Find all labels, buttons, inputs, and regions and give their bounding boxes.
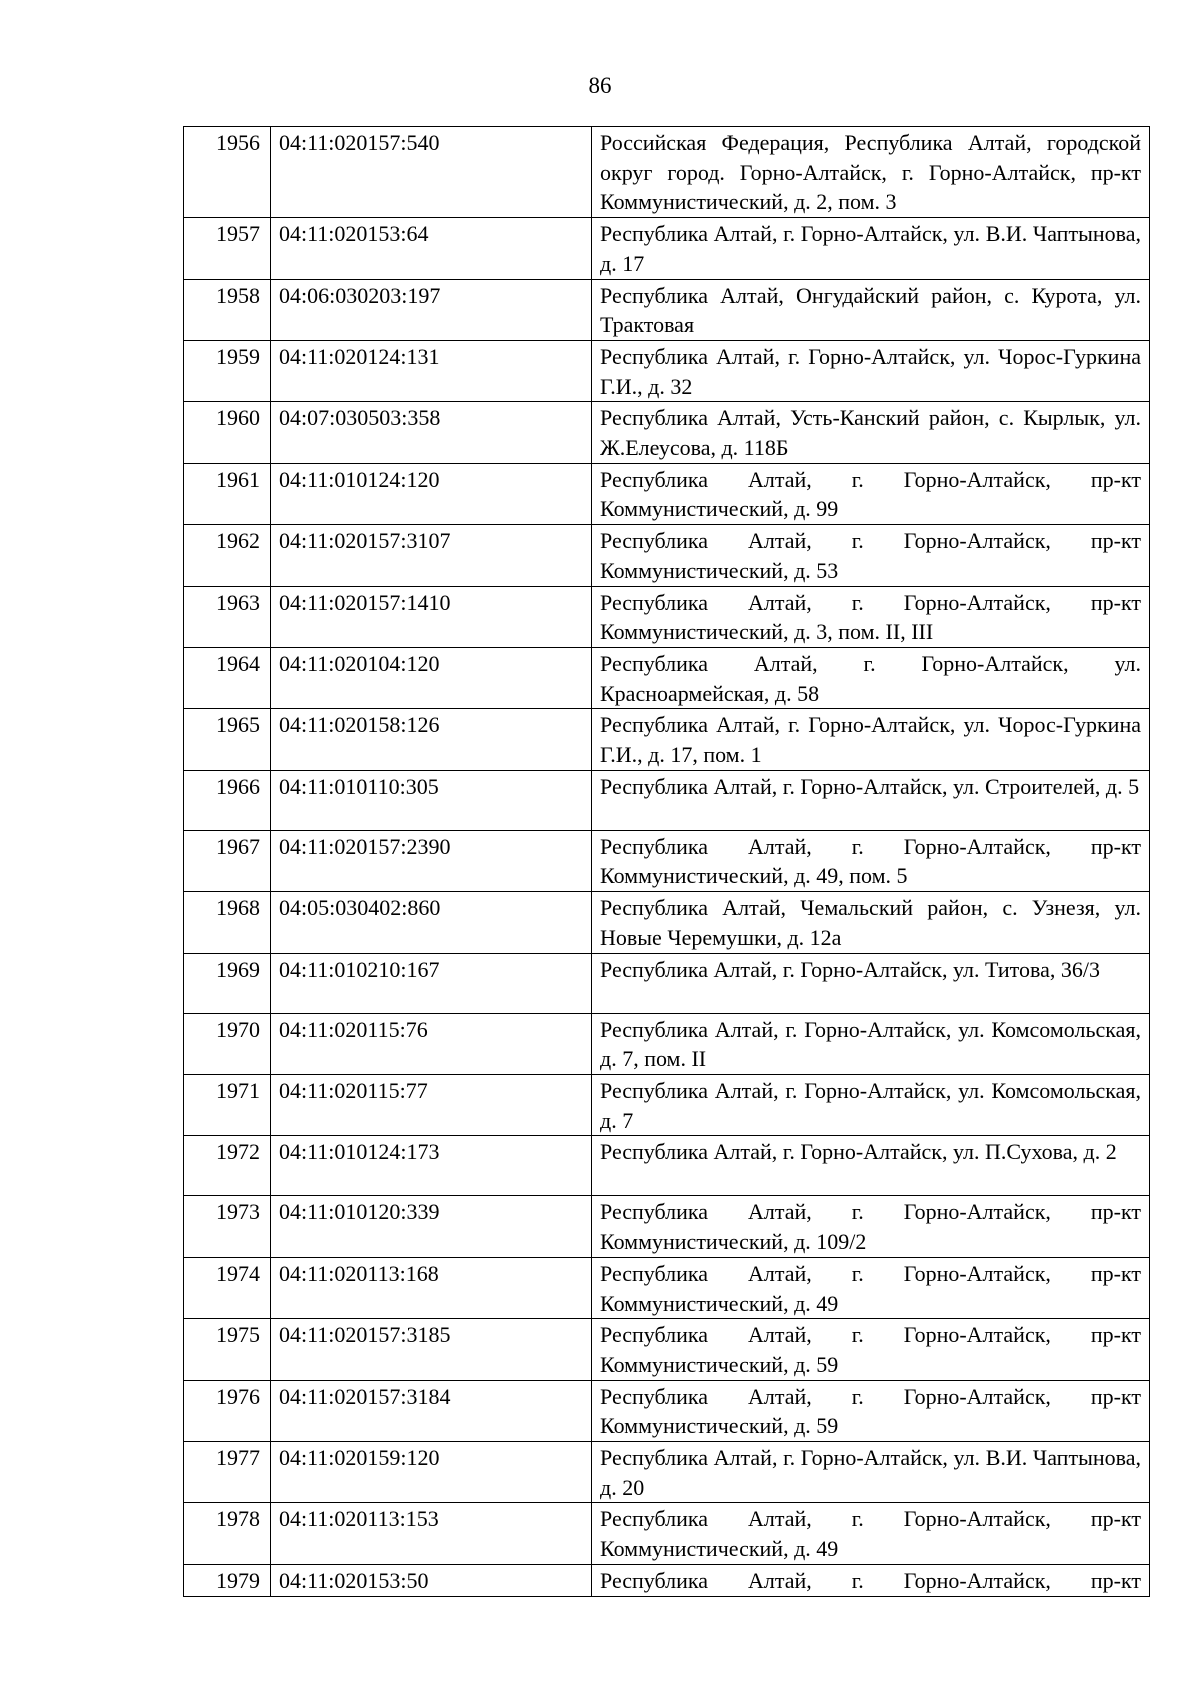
cadastral-number: 04:11:020158:126 bbox=[271, 709, 592, 770]
address: Республика Алтай, г. Горно-Алтайск, ул. Комсомольская, д. 7, пом. II bbox=[592, 1013, 1150, 1074]
table-row bbox=[184, 892, 1150, 953]
row-number: 1963 bbox=[184, 586, 271, 647]
cadastral-number: 04:11:010120:339 bbox=[271, 1196, 592, 1257]
table-row bbox=[184, 1503, 1150, 1564]
address: Республика Алтай, Чемальский район, с. Узнезя, ул. Новые Черемушки, д. 12а bbox=[592, 892, 1150, 953]
cadastral-number: 04:07:030503:358 bbox=[271, 402, 592, 463]
row-number: 1965 bbox=[184, 709, 271, 770]
address: Республика Алтай, г. Горно-Алтайск, пр-кт Коммунистический, д. 59 bbox=[592, 1380, 1150, 1441]
address: Республика Алтай, г. Горно-Алтайск, ул. Чорос-Гуркина Г.И., д. 17, пом. 1 bbox=[592, 709, 1150, 770]
table-row bbox=[184, 1074, 1150, 1135]
table-row bbox=[184, 340, 1150, 401]
cadastral-number: 04:11:010124:173 bbox=[271, 1136, 592, 1196]
row-number: 1959 bbox=[184, 340, 271, 401]
cadastral-number: 04:11:020157:3184 bbox=[271, 1380, 592, 1441]
table-row bbox=[184, 127, 1150, 218]
table-row bbox=[184, 1319, 1150, 1380]
address: Республика Алтай, г. Горно-Алтайск, ул. Титова, 36/3 bbox=[592, 953, 1150, 1013]
row-number: 1971 bbox=[184, 1074, 271, 1135]
cadastral-number: 04:11:020113:168 bbox=[271, 1257, 592, 1318]
table-row bbox=[184, 953, 1150, 1013]
cadastral-number: 04:06:030203:197 bbox=[271, 279, 592, 340]
row-number: 1974 bbox=[184, 1257, 271, 1318]
address: Республика Алтай, г. Горно-Алтайск, ул. Строителей, д. 5 bbox=[592, 770, 1150, 830]
cadastral-number: 04:11:020104:120 bbox=[271, 647, 592, 708]
table-row bbox=[184, 770, 1150, 830]
cadastral-number: 04:11:020124:131 bbox=[271, 340, 592, 401]
page-number: 86 bbox=[588, 73, 612, 98]
row-number: 1961 bbox=[184, 463, 271, 524]
table-row bbox=[184, 1564, 1150, 1596]
table-row bbox=[184, 1013, 1150, 1074]
row-number: 1958 bbox=[184, 279, 271, 340]
cadastral-number: 04:11:020157:2390 bbox=[271, 830, 592, 891]
table-row bbox=[184, 1136, 1150, 1196]
cadastral-number: 04:11:020157:540 bbox=[271, 127, 592, 218]
cadastral-number: 04:11:020157:3107 bbox=[271, 525, 592, 586]
address: Республика Алтай, г. Горно-Алтайск, ул. Комсомольская, д. 7 bbox=[592, 1074, 1150, 1135]
cadastral-number: 04:11:010210:167 bbox=[271, 953, 592, 1013]
table-row bbox=[184, 218, 1150, 279]
address: Республика Алтай, г. Горно-Алтайск, пр-кт bbox=[592, 1564, 1150, 1596]
address: Республика Алтай, г. Горно-Алтайск, ул. Красноармейская, д. 58 bbox=[592, 647, 1150, 708]
address: Российская Федерация, Республика Алтай, городской округ город. Горно-Алтайск, г. Горно-Алтайск, пр-кт Коммунистический, д. 2, пом. 3 bbox=[592, 127, 1150, 218]
table-row bbox=[184, 279, 1150, 340]
address: Республика Алтай, г. Горно-Алтайск, пр-кт Коммунистический, д. 99 bbox=[592, 463, 1150, 524]
row-number: 1973 bbox=[184, 1196, 271, 1257]
address: Республика Алтай, г. Горно-Алтайск, ул. Чорос-Гуркина Г.И., д. 32 bbox=[592, 340, 1150, 401]
address: Республика Алтай, г. Горно-Алтайск, пр-кт Коммунистический, д. 59 bbox=[592, 1319, 1150, 1380]
table-row bbox=[184, 830, 1150, 891]
row-number: 1976 bbox=[184, 1380, 271, 1441]
row-number: 1975 bbox=[184, 1319, 271, 1380]
row-number: 1968 bbox=[184, 892, 271, 953]
table-row bbox=[184, 525, 1150, 586]
address: Республика Алтай, Усть-Канский район, с. Кырлык, ул. Ж.Елеусова, д. 118Б bbox=[592, 402, 1150, 463]
row-number: 1969 bbox=[184, 953, 271, 1013]
table-row bbox=[184, 586, 1150, 647]
table-row bbox=[184, 1380, 1150, 1441]
table-row bbox=[184, 1442, 1150, 1503]
row-number: 1967 bbox=[184, 830, 271, 891]
row-number: 1957 bbox=[184, 218, 271, 279]
cadastral-number: 04:11:020115:76 bbox=[271, 1013, 592, 1074]
cadastral-number: 04:05:030402:860 bbox=[271, 892, 592, 953]
table-row bbox=[184, 709, 1150, 770]
cadastral-number: 04:11:020115:77 bbox=[271, 1074, 592, 1135]
address: Республика Алтай, г. Горно-Алтайск, пр-кт Коммунистический, д. 49 bbox=[592, 1503, 1150, 1564]
property-table bbox=[183, 126, 1150, 1597]
row-number: 1972 bbox=[184, 1136, 271, 1196]
row-number: 1966 bbox=[184, 770, 271, 830]
row-number: 1956 bbox=[184, 127, 271, 218]
row-number: 1962 bbox=[184, 525, 271, 586]
cadastral-number: 04:11:020153:64 bbox=[271, 218, 592, 279]
cadastral-number: 04:11:010124:120 bbox=[271, 463, 592, 524]
address: Республика Алтай, г. Горно-Алтайск, ул. В.И. Чаптынова, д. 17 bbox=[592, 218, 1150, 279]
cadastral-number: 04:11:020153:50 bbox=[271, 1564, 592, 1596]
address: Республика Алтай, г. Горно-Алтайск, пр-кт Коммунистический, д. 49, пом. 5 bbox=[592, 830, 1150, 891]
address: Республика Алтай, г. Горно-Алтайск, ул. П.Сухова, д. 2 bbox=[592, 1136, 1150, 1196]
address: Республика Алтай, г. Горно-Алтайск, пр-кт Коммунистический, д. 49 bbox=[592, 1257, 1150, 1318]
cadastral-number: 04:11:020113:153 bbox=[271, 1503, 592, 1564]
table-row bbox=[184, 463, 1150, 524]
cadastral-number: 04:11:020157:3185 bbox=[271, 1319, 592, 1380]
address: Республика Алтай, Онгудайский район, с. Курота, ул. Трактовая bbox=[592, 279, 1150, 340]
cadastral-number: 04:11:020159:120 bbox=[271, 1442, 592, 1503]
table-row bbox=[184, 1196, 1150, 1257]
row-number: 1977 bbox=[184, 1442, 271, 1503]
table-row bbox=[184, 1257, 1150, 1318]
table-row bbox=[184, 402, 1150, 463]
row-number: 1970 bbox=[184, 1013, 271, 1074]
cadastral-number: 04:11:020157:1410 bbox=[271, 586, 592, 647]
row-number: 1978 bbox=[184, 1503, 271, 1564]
row-number: 1979 bbox=[184, 1564, 271, 1596]
address: Республика Алтай, г. Горно-Алтайск, пр-кт Коммунистический, д. 3, пом. II, III bbox=[592, 586, 1150, 647]
address: Республика Алтай, г. Горно-Алтайск, пр-кт Коммунистический, д. 109/2 bbox=[592, 1196, 1150, 1257]
address: Республика Алтай, г. Горно-Алтайск, ул. В.И. Чаптынова, д. 20 bbox=[592, 1442, 1150, 1503]
cadastral-number: 04:11:010110:305 bbox=[271, 770, 592, 830]
address: Республика Алтай, г. Горно-Алтайск, пр-кт Коммунистический, д. 53 bbox=[592, 525, 1150, 586]
row-number: 1960 bbox=[184, 402, 271, 463]
row-number: 1964 bbox=[184, 647, 271, 708]
table-row bbox=[184, 647, 1150, 708]
